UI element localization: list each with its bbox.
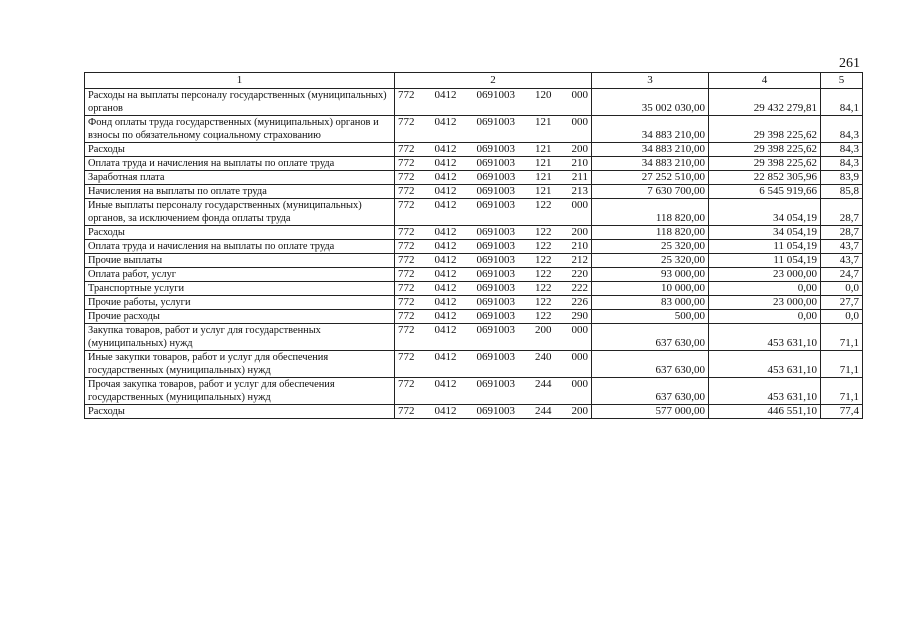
- code-part: 000: [571, 324, 588, 336]
- code-part: 772: [398, 254, 415, 266]
- column-header-1: 1: [85, 73, 395, 89]
- row-pct-value: 84,3: [839, 143, 859, 155]
- table-row: [85, 324, 863, 351]
- row-exec-value: 11 054,19: [773, 240, 817, 252]
- row-pct-value: 77,4: [839, 405, 859, 417]
- table-body: [85, 89, 863, 419]
- row-pct-cell: [821, 351, 863, 378]
- row-plan-value: 34 883 210,00: [641, 157, 705, 169]
- code-part: 0412: [434, 171, 457, 183]
- code-part: 0412: [434, 268, 457, 280]
- budget-code: [398, 143, 588, 156]
- row-pct-cell: [821, 199, 863, 226]
- budget-code: [398, 157, 588, 170]
- row-plan-value: 118 820,00: [655, 212, 705, 224]
- row-pct-value: 27,7: [839, 296, 859, 308]
- row-exec-cell: [709, 143, 821, 157]
- table-row: [85, 405, 863, 419]
- budget-table: [84, 72, 863, 419]
- code-part: 0691003: [476, 324, 515, 336]
- column-header-4: 4: [709, 73, 821, 89]
- budget-code: [398, 296, 588, 309]
- code-part: 000: [571, 116, 588, 128]
- row-code-cell: [395, 171, 592, 185]
- row-plan-value: 35 002 030,00: [641, 102, 705, 114]
- row-pct-value: 71,1: [839, 391, 859, 403]
- code-part: 772: [398, 171, 415, 183]
- row-exec-cell: [709, 296, 821, 310]
- row-name: Иные выплаты персоналу государственных (муниципальных) органов, за исключением фонда оплаты труда: [88, 200, 362, 224]
- code-part: 240: [535, 351, 552, 363]
- code-part: 772: [398, 405, 415, 417]
- row-code-cell: [395, 268, 592, 282]
- row-code-cell: [395, 185, 592, 199]
- row-exec-cell: [709, 171, 821, 185]
- code-part: 226: [571, 296, 588, 308]
- row-name-cell: [85, 310, 395, 324]
- row-name: Расходы: [88, 227, 125, 238]
- row-code-cell: [395, 324, 592, 351]
- row-name: Прочая закупка товаров, работ и услуг для обеспечения государственных (муниципальных) нужд: [88, 379, 335, 403]
- row-exec-cell: [709, 199, 821, 226]
- code-part: 0691003: [476, 116, 515, 128]
- row-name: Иные закупки товаров, работ и услуг для обеспечения государственных (муниципальных) нужд: [88, 352, 329, 376]
- code-part: 244: [535, 378, 552, 390]
- row-exec-cell: [709, 116, 821, 143]
- table-row: [85, 268, 863, 282]
- row-plan-value: 118 820,00: [655, 226, 705, 238]
- row-plan-cell: [592, 268, 709, 282]
- row-name-cell: [85, 296, 395, 310]
- row-exec-value: 29 398 225,62: [753, 157, 817, 169]
- row-plan-cell: [592, 157, 709, 171]
- row-name: Начисления на выплаты по оплате труда: [88, 186, 267, 197]
- row-exec-cell: [709, 405, 821, 419]
- row-name: Заработная плата: [88, 172, 165, 183]
- row-name: Расходы: [88, 406, 125, 417]
- code-part: 0691003: [476, 185, 515, 197]
- table-header-row: [85, 73, 863, 89]
- code-part: 772: [398, 157, 415, 169]
- row-pct-cell: [821, 116, 863, 143]
- code-part: 122: [535, 254, 552, 266]
- row-plan-value: 10 000,00: [661, 282, 705, 294]
- budget-code: [398, 351, 588, 364]
- code-part: 0691003: [476, 254, 515, 266]
- row-name-cell: [85, 116, 395, 143]
- row-plan-cell: [592, 378, 709, 405]
- row-name: Расходы на выплаты персоналу государственных (муниципальных) органов: [88, 90, 387, 114]
- row-exec-cell: [709, 310, 821, 324]
- row-plan-cell: [592, 405, 709, 419]
- code-part: 0412: [434, 296, 457, 308]
- budget-code: [398, 226, 588, 239]
- code-part: 0691003: [476, 89, 515, 101]
- row-name-cell: [85, 89, 395, 116]
- row-code-cell: [395, 254, 592, 268]
- row-name: Расходы: [88, 144, 125, 155]
- code-part: 0691003: [476, 171, 516, 183]
- row-plan-cell: [592, 226, 709, 240]
- row-pct-cell: [821, 89, 863, 116]
- code-part: 772: [398, 199, 415, 211]
- row-plan-value: 500,00: [674, 310, 705, 322]
- row-pct-cell: [821, 254, 863, 268]
- row-pct-value: 28,7: [839, 212, 859, 224]
- code-part: 120: [535, 89, 552, 101]
- row-pct-cell: [821, 378, 863, 405]
- code-part: 0412: [434, 116, 457, 128]
- row-pct-cell: [821, 226, 863, 240]
- row-exec-cell: [709, 324, 821, 351]
- code-part: 772: [398, 185, 415, 197]
- row-pct-value: 84,3: [839, 157, 859, 169]
- row-exec-value: 23 000,00: [773, 268, 817, 280]
- code-part: 122: [535, 310, 552, 322]
- code-part: 121: [535, 143, 552, 155]
- row-name-cell: [85, 324, 395, 351]
- row-name: Оплата работ, услуг: [88, 269, 177, 280]
- code-part: 0412: [434, 378, 457, 390]
- row-pct-cell: [821, 157, 863, 171]
- code-part: 772: [398, 324, 415, 336]
- table-row: [85, 89, 863, 116]
- row-exec-value: 453 631,10: [767, 337, 817, 349]
- row-name-cell: [85, 185, 395, 199]
- code-part: 0412: [434, 324, 457, 336]
- code-part: 121: [535, 157, 552, 169]
- code-part: 210: [571, 157, 588, 169]
- code-part: 0691003: [476, 310, 515, 322]
- row-name-cell: [85, 226, 395, 240]
- row-pct-cell: [821, 185, 863, 199]
- row-plan-value: 637 630,00: [655, 337, 705, 349]
- row-name-cell: [85, 282, 395, 296]
- row-exec-cell: [709, 185, 821, 199]
- row-plan-value: 577 000,00: [655, 405, 705, 417]
- row-code-cell: [395, 157, 592, 171]
- row-exec-cell: [709, 226, 821, 240]
- row-name: Закупка товаров, работ и услуг для государственных (муниципальных) нужд: [88, 325, 321, 349]
- row-exec-value: 29 398 225,62: [753, 143, 817, 155]
- code-part: 0691003: [476, 199, 515, 211]
- table-row: [85, 240, 863, 254]
- code-part: 0691003: [476, 296, 515, 308]
- row-plan-cell: [592, 185, 709, 199]
- code-part: 772: [398, 240, 415, 252]
- code-part: 200: [571, 143, 588, 155]
- row-plan-cell: [592, 116, 709, 143]
- row-name-cell: [85, 171, 395, 185]
- row-pct-value: 85,8: [839, 185, 859, 197]
- row-pct-cell: [821, 282, 863, 296]
- row-name-cell: [85, 199, 395, 226]
- code-part: 0691003: [476, 226, 515, 238]
- column-header-3: 3: [592, 73, 709, 89]
- code-part: 200: [571, 226, 588, 238]
- row-plan-cell: [592, 240, 709, 254]
- code-part: 210: [571, 240, 588, 252]
- row-plan-value: 7 630 700,00: [647, 185, 705, 197]
- row-name: Прочие расходы: [88, 311, 160, 322]
- row-name-cell: [85, 254, 395, 268]
- row-name: Прочие выплаты: [88, 255, 163, 266]
- row-name-cell: [85, 240, 395, 254]
- code-part: 121: [535, 185, 552, 197]
- table-row: [85, 378, 863, 405]
- code-part: 772: [398, 378, 415, 390]
- row-name-cell: [85, 378, 395, 405]
- row-code-cell: [395, 296, 592, 310]
- table-row: [85, 143, 863, 157]
- row-code-cell: [395, 351, 592, 378]
- row-code-cell: [395, 405, 592, 419]
- row-name: Оплата труда и начисления на выплаты по оплате труда: [88, 241, 335, 252]
- code-part: 0691003: [476, 405, 515, 417]
- code-part: 122: [535, 226, 552, 238]
- row-pct-cell: [821, 324, 863, 351]
- code-part: 122: [535, 199, 552, 211]
- code-part: 000: [571, 378, 588, 390]
- column-header-2: 2: [395, 73, 592, 89]
- code-part: 000: [571, 89, 588, 101]
- code-part: 0412: [434, 310, 457, 322]
- row-plan-cell: [592, 324, 709, 351]
- row-code-cell: [395, 226, 592, 240]
- code-part: 220: [571, 268, 588, 280]
- code-part: 0691003: [476, 351, 515, 363]
- table-row: [85, 310, 863, 324]
- table-row: [85, 296, 863, 310]
- row-name: Транспортные услуги: [88, 283, 185, 294]
- row-plan-cell: [592, 171, 709, 185]
- row-plan-cell: [592, 199, 709, 226]
- code-part: 0412: [434, 185, 457, 197]
- code-part: 772: [398, 226, 415, 238]
- code-part: 772: [398, 89, 415, 101]
- budget-code: [398, 254, 588, 267]
- code-part: 772: [398, 143, 415, 155]
- row-pct-cell: [821, 143, 863, 157]
- code-part: 0412: [434, 254, 457, 266]
- budget-code: [398, 405, 588, 418]
- row-code-cell: [395, 310, 592, 324]
- budget-code: [398, 185, 588, 198]
- row-exec-cell: [709, 240, 821, 254]
- row-pct-value: 71,1: [839, 364, 859, 376]
- row-code-cell: [395, 89, 592, 116]
- code-part: 0691003: [476, 268, 515, 280]
- code-part: 772: [398, 116, 415, 128]
- column-header-5: 5: [821, 73, 863, 89]
- code-part: 0412: [434, 89, 457, 101]
- row-name-cell: [85, 143, 395, 157]
- row-plan-cell: [592, 89, 709, 116]
- row-plan-value: 637 630,00: [655, 364, 705, 376]
- row-exec-value: 6 545 919,66: [759, 185, 817, 197]
- row-exec-value: 34 054,19: [773, 226, 817, 238]
- budget-code: [398, 268, 588, 281]
- budget-code: [398, 310, 588, 323]
- code-part: 0412: [434, 143, 457, 155]
- code-part: 0412: [434, 405, 457, 417]
- row-name: Оплата труда и начисления на выплаты по оплате труда: [88, 158, 335, 169]
- row-exec-cell: [709, 254, 821, 268]
- code-part: 200: [535, 324, 552, 336]
- code-part: 122: [535, 240, 552, 252]
- code-part: 121: [535, 116, 552, 128]
- row-name: Фонд оплаты труда государственных (муниципальных) органов и взносы по обязательному социальному страхованию: [88, 117, 379, 141]
- code-part: 222: [571, 282, 588, 294]
- row-pct-cell: [821, 171, 863, 185]
- budget-code: [398, 324, 588, 337]
- code-part: 0691003: [476, 240, 515, 252]
- row-exec-cell: [709, 378, 821, 405]
- table-row: [85, 254, 863, 268]
- row-code-cell: [395, 282, 592, 296]
- row-pct-cell: [821, 310, 863, 324]
- row-name-cell: [85, 351, 395, 378]
- table-row: [85, 351, 863, 378]
- row-pct-value: 83,9: [839, 171, 859, 183]
- row-name-cell: [85, 157, 395, 171]
- budget-code: [398, 282, 588, 295]
- code-part: 0691003: [476, 282, 515, 294]
- row-plan-value: 34 883 210,00: [641, 143, 705, 155]
- row-exec-cell: [709, 89, 821, 116]
- row-pct-value: 0,0: [845, 282, 859, 294]
- row-plan-cell: [592, 143, 709, 157]
- code-part: 0412: [434, 199, 457, 211]
- code-part: 772: [398, 268, 415, 280]
- row-exec-value: 29 398 225,62: [753, 129, 817, 141]
- row-exec-cell: [709, 268, 821, 282]
- row-pct-value: 84,1: [839, 102, 859, 114]
- code-part: 772: [398, 310, 415, 322]
- code-part: 0691003: [476, 157, 515, 169]
- code-part: 0412: [434, 351, 457, 363]
- row-exec-cell: [709, 157, 821, 171]
- code-part: 0691003: [476, 143, 515, 155]
- row-pct-cell: [821, 240, 863, 254]
- row-plan-value: 637 630,00: [655, 391, 705, 403]
- row-pct-value: 24,7: [839, 268, 859, 280]
- code-part: 200: [571, 405, 588, 417]
- budget-code: [398, 199, 588, 212]
- table-row: [85, 171, 863, 185]
- row-pct-value: 84,3: [839, 129, 859, 141]
- row-plan-value: 34 883 210,00: [641, 129, 705, 141]
- row-plan-cell: [592, 296, 709, 310]
- row-pct-cell: [821, 405, 863, 419]
- row-name-cell: [85, 405, 395, 419]
- page-number: 261: [839, 56, 860, 71]
- code-part: 211: [571, 171, 588, 183]
- row-code-cell: [395, 199, 592, 226]
- row-exec-value: 11 054,19: [773, 254, 817, 266]
- code-part: 0412: [434, 282, 457, 294]
- code-part: 121: [535, 171, 552, 183]
- row-plan-value: 25 320,00: [661, 254, 705, 266]
- row-exec-cell: [709, 351, 821, 378]
- row-plan-cell: [592, 282, 709, 296]
- budget-code: [398, 116, 588, 129]
- code-part: 122: [535, 282, 552, 294]
- row-exec-value: 453 631,10: [767, 391, 817, 403]
- row-name: Прочие работы, услуги: [88, 297, 191, 308]
- budget-code: [398, 171, 588, 184]
- code-part: 122: [535, 268, 552, 280]
- row-name-cell: [85, 268, 395, 282]
- code-part: 772: [398, 296, 415, 308]
- row-pct-value: 43,7: [839, 240, 859, 252]
- row-pct-cell: [821, 296, 863, 310]
- row-plan-value: 25 320,00: [661, 240, 705, 252]
- code-part: 213: [571, 185, 588, 197]
- row-exec-value: 446 551,10: [767, 405, 817, 417]
- row-exec-value: 34 054,19: [773, 212, 817, 224]
- code-part: 0412: [434, 226, 457, 238]
- row-plan-cell: [592, 310, 709, 324]
- code-part: 290: [571, 310, 588, 322]
- row-plan-cell: [592, 351, 709, 378]
- row-pct-value: 43,7: [839, 254, 859, 266]
- row-pct-value: 71,1: [839, 337, 859, 349]
- row-pct-value: 28,7: [839, 226, 859, 238]
- table-row: [85, 157, 863, 171]
- table-row: [85, 226, 863, 240]
- code-part: 244: [535, 405, 552, 417]
- code-part: 000: [571, 351, 588, 363]
- code-part: 000: [571, 199, 588, 211]
- row-exec-value: 0,00: [797, 282, 817, 294]
- row-exec-value: 23 000,00: [773, 296, 817, 308]
- table-row: [85, 116, 863, 143]
- row-code-cell: [395, 378, 592, 405]
- code-part: 122: [535, 296, 552, 308]
- budget-code: [398, 89, 588, 102]
- row-exec-cell: [709, 282, 821, 296]
- code-part: 212: [571, 254, 588, 266]
- row-plan-value: 93 000,00: [661, 268, 705, 280]
- table-row: [85, 199, 863, 226]
- row-pct-value: 0,0: [845, 310, 859, 322]
- code-part: 772: [398, 282, 415, 294]
- row-exec-value: 22 852 305,96: [753, 171, 817, 183]
- code-part: 0412: [434, 240, 457, 252]
- budget-code: [398, 240, 588, 253]
- row-plan-value: 27 252 510,00: [641, 171, 705, 183]
- row-code-cell: [395, 143, 592, 157]
- row-plan-cell: [592, 254, 709, 268]
- code-part: 0412: [434, 157, 457, 169]
- table-row: [85, 185, 863, 199]
- row-exec-value: 453 631,10: [767, 364, 817, 376]
- code-part: 772: [398, 351, 415, 363]
- table-row: [85, 282, 863, 296]
- row-code-cell: [395, 240, 592, 254]
- row-exec-value: 0,00: [797, 310, 817, 322]
- budget-code: [398, 378, 588, 391]
- row-code-cell: [395, 116, 592, 143]
- row-exec-value: 29 432 279,81: [753, 102, 817, 114]
- row-pct-cell: [821, 268, 863, 282]
- code-part: 0691003: [476, 378, 515, 390]
- row-plan-value: 83 000,00: [661, 296, 705, 308]
